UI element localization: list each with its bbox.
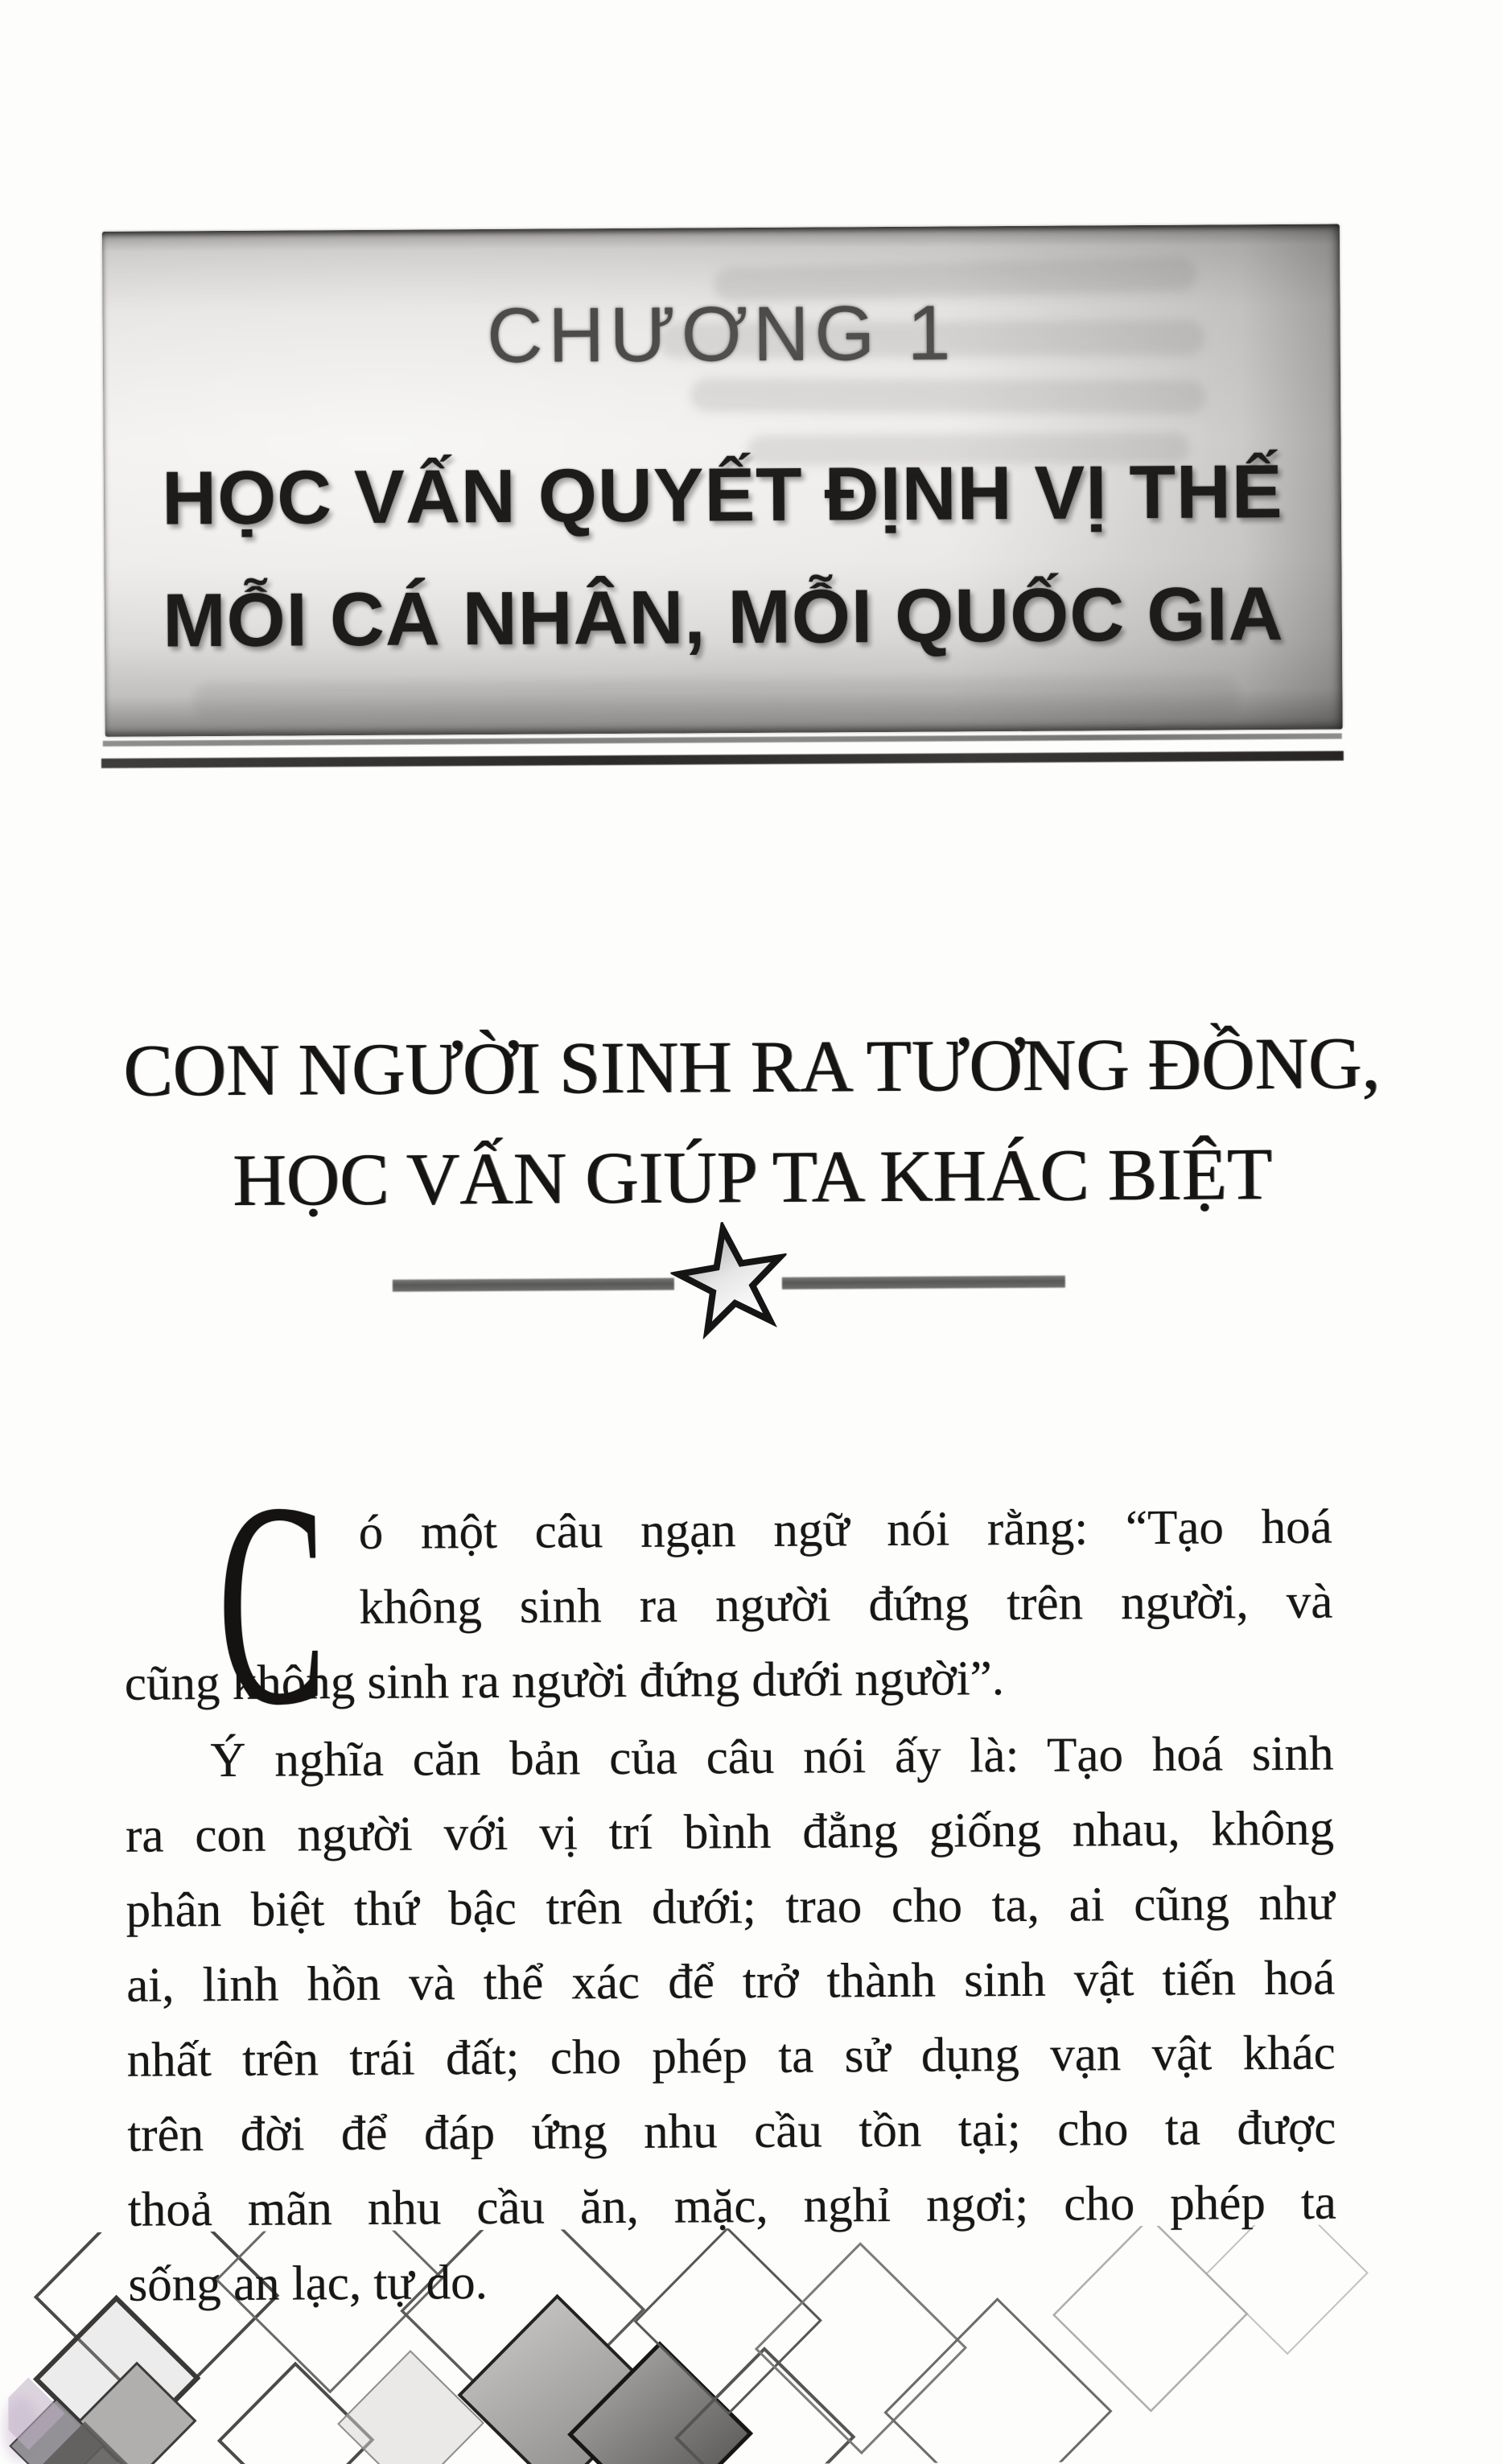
ghost-text-artifact [193,677,1239,720]
chapter-title-line1: HỌC VẤN QUYẾT ĐỊNH VỊ THẾ [161,448,1283,541]
section-title-line2: HỌC VẤN GIÚP TA KHÁC BIỆT [232,1133,1273,1221]
divider-rule-thick [101,751,1344,767]
body-line: ai, linh hồn và thể xác để trở thành sinh vật tiến hoá [126,1951,1336,2013]
body-line: không sinh ra người đứng trên người, và [359,1574,1333,1635]
ghost-text-artifact [690,378,1205,414]
body-line: ó một câu ngạn ngữ nói rằng: “Tạo hoá [358,1499,1332,1560]
ghost-text-artifact [658,320,1205,359]
divider-bar-right [782,1276,1065,1290]
divider-bar-left [393,1278,674,1292]
body-line: ra con người với vị trí bình đẳng giống nhau, không [125,1801,1335,1863]
body-line: Ý nghĩa căn bản của câu nói ấy là: Tạo hoá sinh [210,1726,1334,1788]
section-title-line1: CON NGƯỜI SINH RA TƯƠNG ĐỒNG, [122,1022,1381,1112]
star-icon [664,1212,799,1347]
body-line: sống an lạc, tự do. [128,2256,488,2312]
body-line: cũng không sinh ra người đứng dưới người”. [124,1652,1005,1711]
body-line: nhất trên trái đất; cho phép ta sử dụng vạn vật khác [126,2026,1336,2088]
star-divider [1,1216,1503,1354]
ghost-text-artifact [747,433,1189,466]
body-line: phân biệt thứ bậc trên dưới; trao cho ta, ai cũng như [126,1876,1335,1938]
chapter-title [103,430,1342,682]
paragraph [125,1717,1337,2322]
chapter-title-line2: MỖI CÁ NHÂN, MỖI QUỐC GIA [162,570,1284,663]
body-line: trên đời để đáp ứng nhu cầu tồn tại; cho ta được [127,2100,1336,2162]
drop-cap: C [216,1442,327,1767]
section-title [0,1007,1503,1236]
chapter-number: CHƯƠNG 1 [486,290,957,379]
chapter-banner [102,224,1343,737]
body-line: thoả mãn nhu cầu ăn, mặc, nghỉ ngơi; cho phép ta [127,2175,1337,2237]
